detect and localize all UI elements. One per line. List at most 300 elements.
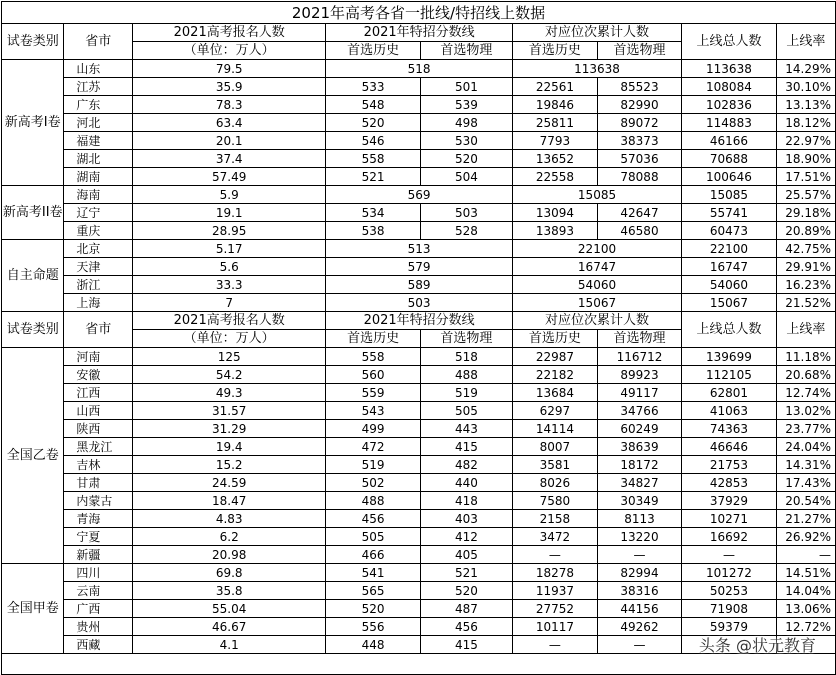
table-row — [2, 276, 836, 294]
header-rate: 上线率 — [776, 24, 835, 60]
rank-physics-cell: 44156 — [597, 600, 681, 618]
applicants-cell: 55.04 — [133, 600, 326, 618]
header-rank: 对应位次累计人数 — [512, 312, 681, 330]
province-cell: 北京 — [64, 240, 133, 258]
score-line-history-cell: 548 — [326, 96, 421, 114]
table-row — [2, 96, 836, 114]
applicants-cell: 6.2 — [133, 528, 326, 546]
rank-physics-cell: 60249 — [597, 420, 681, 438]
table-row — [2, 258, 836, 276]
table-row — [2, 510, 836, 528]
rate-cell: 42.75% — [776, 240, 835, 258]
table-row — [2, 114, 836, 132]
rank-physics-cell: — — [597, 636, 681, 654]
category-cell: 新高考II卷 — [2, 186, 64, 240]
rank-physics-cell: 57036 — [597, 150, 681, 168]
rate-cell: 16.23% — [776, 276, 835, 294]
table-row — [2, 132, 836, 150]
applicants-cell: 19.4 — [133, 438, 326, 456]
score-line-history-cell: 560 — [326, 366, 421, 384]
rank-physics-cell: 34766 — [597, 402, 681, 420]
rank-history-cell: 7793 — [512, 132, 597, 150]
rank-physics-cell: 8113 — [597, 510, 681, 528]
score-line-history-cell: 559 — [326, 384, 421, 402]
rank-history-cell: 10117 — [512, 618, 597, 636]
rank-history-cell: 2158 — [512, 510, 597, 528]
rate-cell: 12.72% — [776, 618, 835, 636]
rank-physics-cell: 49262 — [597, 618, 681, 636]
header-rate: 上线率 — [776, 312, 835, 348]
applicants-cell: 63.4 — [133, 114, 326, 132]
total-cell: 113638 — [682, 60, 777, 78]
table-row — [2, 528, 836, 546]
header-rank-history: 首选历史 — [512, 42, 597, 60]
score-line-physics-cell: 521 — [420, 564, 512, 582]
province-cell: 广东 — [64, 96, 133, 114]
province-cell: 河北 — [64, 114, 133, 132]
header-line-history: 首选历史 — [326, 330, 421, 348]
rank-physics-cell: 38373 — [597, 132, 681, 150]
applicants-cell: 4.83 — [133, 510, 326, 528]
province-cell: 湖南 — [64, 168, 133, 186]
applicants-cell: 4.1 — [133, 636, 326, 654]
table-row — [2, 168, 836, 186]
header-applicants-unit: （单位：万人） — [133, 42, 326, 60]
rank-cell: 15067 — [512, 294, 681, 312]
score-line-history-cell: 558 — [326, 348, 421, 366]
applicants-cell: 28.95 — [133, 222, 326, 240]
table-row — [2, 420, 836, 438]
applicants-cell: 7 — [133, 294, 326, 312]
total-cell: 16692 — [682, 528, 777, 546]
title-row — [2, 2, 836, 24]
rank-history-cell: 3472 — [512, 528, 597, 546]
header-line-physics: 首选物理 — [420, 330, 512, 348]
rate-cell: 13.06% — [776, 600, 835, 618]
score-line-physics-cell: 505 — [420, 402, 512, 420]
applicants-cell: 69.8 — [133, 564, 326, 582]
score-line-physics-cell: 504 — [420, 168, 512, 186]
rank-cell: 54060 — [512, 276, 681, 294]
table-row — [2, 438, 836, 456]
applicants-cell: 33.3 — [133, 276, 326, 294]
total-cell: 42853 — [682, 474, 777, 492]
table-row — [2, 204, 836, 222]
table-row — [2, 240, 836, 258]
rank-history-cell: 13893 — [512, 222, 597, 240]
table-row — [2, 348, 836, 366]
rate-cell: 25.57% — [776, 186, 835, 204]
watermark: 头条 @状元教育 — [698, 636, 816, 655]
province-cell: 陕西 — [64, 420, 133, 438]
rank-cell: 16747 — [512, 258, 681, 276]
applicants-cell: 20.1 — [133, 132, 326, 150]
total-cell: 55741 — [682, 204, 777, 222]
rank-physics-cell: 78088 — [597, 168, 681, 186]
score-line-history-cell: 543 — [326, 402, 421, 420]
score-table — [1, 1, 836, 675]
table-row — [2, 582, 836, 600]
score-line-physics-cell: 518 — [420, 348, 512, 366]
province-cell: 海南 — [64, 186, 133, 204]
province-cell: 宁夏 — [64, 528, 133, 546]
rank-cell: 22100 — [512, 240, 681, 258]
rank-history-cell: 14114 — [512, 420, 597, 438]
header-rank: 对应位次累计人数 — [512, 24, 681, 42]
total-cell: 101272 — [682, 564, 777, 582]
rank-history-cell: 19846 — [512, 96, 597, 114]
score-line-physics-cell: 501 — [420, 78, 512, 96]
total-cell: 46166 — [682, 132, 777, 150]
rate-cell: 13.13% — [776, 96, 835, 114]
rank-history-cell: — — [512, 546, 597, 564]
blank-cell — [2, 654, 836, 675]
blank-row — [2, 654, 836, 675]
score-line-physics-cell: 415 — [420, 438, 512, 456]
rate-cell: 12.74% — [776, 384, 835, 402]
header-total: 上线总人数 — [682, 24, 777, 60]
score-line-physics-cell: 539 — [420, 96, 512, 114]
rate-cell: 18.90% — [776, 150, 835, 168]
rate-cell: 29.91% — [776, 258, 835, 276]
header-rank-history: 首选历史 — [512, 330, 597, 348]
score-line-history-cell: 519 — [326, 456, 421, 474]
score-line-history-cell: 448 — [326, 636, 421, 654]
table-row — [2, 294, 836, 312]
header-row — [2, 24, 836, 42]
table-row — [2, 78, 836, 96]
header-rank-physics: 首选物理 — [597, 42, 681, 60]
total-cell: 139699 — [682, 348, 777, 366]
rank-history-cell: 18278 — [512, 564, 597, 582]
rank-history-cell: 7580 — [512, 492, 597, 510]
total-cell: 50253 — [682, 582, 777, 600]
province-cell: 湖北 — [64, 150, 133, 168]
rank-physics-cell: 49117 — [597, 384, 681, 402]
header-line-physics: 首选物理 — [420, 42, 512, 60]
rank-history-cell: 22182 — [512, 366, 597, 384]
table-row — [2, 474, 836, 492]
rank-history-cell: 27752 — [512, 600, 597, 618]
total-cell: 37929 — [682, 492, 777, 510]
rank-cell: 113638 — [512, 60, 681, 78]
rank-history-cell: 22561 — [512, 78, 597, 96]
applicants-cell: 46.67 — [133, 618, 326, 636]
category-cell: 全国甲卷 — [2, 564, 64, 654]
province-cell: 上海 — [64, 294, 133, 312]
applicants-cell: 20.98 — [133, 546, 326, 564]
header-applicants: 2021高考报名人数 — [133, 24, 326, 42]
table-title: 2021年高考各省一批线/特招线上数据 — [2, 2, 836, 24]
rate-cell: 21.27% — [776, 510, 835, 528]
applicants-cell: 19.1 — [133, 204, 326, 222]
score-line-history-cell: 466 — [326, 546, 421, 564]
applicants-cell: 125 — [133, 348, 326, 366]
total-cell: 102836 — [682, 96, 777, 114]
table-row — [2, 222, 836, 240]
province-cell: 福建 — [64, 132, 133, 150]
province-cell: 贵州 — [64, 618, 133, 636]
province-cell: 山西 — [64, 402, 133, 420]
applicants-cell: 49.3 — [133, 384, 326, 402]
total-cell: 16747 — [682, 258, 777, 276]
table-row — [2, 564, 836, 582]
province-cell: 辽宁 — [64, 204, 133, 222]
header-province: 省市 — [64, 24, 133, 60]
rate-cell: 30.10% — [776, 78, 835, 96]
rank-history-cell: 6297 — [512, 402, 597, 420]
rate-cell: 20.68% — [776, 366, 835, 384]
applicants-cell: 5.6 — [133, 258, 326, 276]
rate-cell: 11.18% — [776, 348, 835, 366]
score-line-physics-cell: 520 — [420, 582, 512, 600]
score-line-cell: 503 — [326, 294, 513, 312]
rank-physics-cell: 30349 — [597, 492, 681, 510]
rank-physics-cell: 38639 — [597, 438, 681, 456]
score-line-history-cell: 472 — [326, 438, 421, 456]
table-row — [2, 492, 836, 510]
rank-physics-cell: 85523 — [597, 78, 681, 96]
score-line-history-cell: 534 — [326, 204, 421, 222]
total-cell: 74363 — [682, 420, 777, 438]
applicants-cell: 15.2 — [133, 456, 326, 474]
rate-cell: 18.12% — [776, 114, 835, 132]
table-row — [2, 186, 836, 204]
score-line-cell: 513 — [326, 240, 513, 258]
total-cell: 59379 — [682, 618, 777, 636]
rank-history-cell: 22987 — [512, 348, 597, 366]
rank-physics-cell: 89923 — [597, 366, 681, 384]
applicants-cell: 5.9 — [133, 186, 326, 204]
score-line-physics-cell: 498 — [420, 114, 512, 132]
table-row — [2, 366, 836, 384]
applicants-cell: 79.5 — [133, 60, 326, 78]
province-cell: 安徽 — [64, 366, 133, 384]
province-cell: 黑龙江 — [64, 438, 133, 456]
table-row — [2, 456, 836, 474]
rate-cell: 17.51% — [776, 168, 835, 186]
rank-physics-cell: 46580 — [597, 222, 681, 240]
rate-cell: 14.51% — [776, 564, 835, 582]
total-cell: 54060 — [682, 276, 777, 294]
province-cell: 云南 — [64, 582, 133, 600]
province-cell: 浙江 — [64, 276, 133, 294]
rate-cell: 24.04% — [776, 438, 835, 456]
score-line-physics-cell: 403 — [420, 510, 512, 528]
header-province: 省市 — [64, 312, 133, 348]
rate-cell: 20.54% — [776, 492, 835, 510]
province-cell: 广西 — [64, 600, 133, 618]
rank-physics-cell: 13220 — [597, 528, 681, 546]
score-line-physics-cell: 482 — [420, 456, 512, 474]
province-cell: 内蒙古 — [64, 492, 133, 510]
province-cell: 江苏 — [64, 78, 133, 96]
rank-history-cell: 3581 — [512, 456, 597, 474]
rate-cell: 17.43% — [776, 474, 835, 492]
score-line-physics-cell: 443 — [420, 420, 512, 438]
applicants-cell: 35.8 — [133, 582, 326, 600]
total-cell: 21753 — [682, 456, 777, 474]
rate-cell: 22.97% — [776, 132, 835, 150]
score-line-cell: 579 — [326, 258, 513, 276]
category-cell: 新高考I卷 — [2, 60, 64, 186]
score-line-cell: 518 — [326, 60, 513, 78]
rate-cell: 21.52% — [776, 294, 835, 312]
province-cell: 西藏 — [64, 636, 133, 654]
header-total: 上线总人数 — [682, 312, 777, 348]
score-line-physics-cell: 412 — [420, 528, 512, 546]
rate-cell: 13.02% — [776, 402, 835, 420]
rate-cell: 14.04% — [776, 582, 835, 600]
province-cell: 青海 — [64, 510, 133, 528]
total-cell: 112105 — [682, 366, 777, 384]
rank-cell: 15085 — [512, 186, 681, 204]
applicants-cell: 35.9 — [133, 78, 326, 96]
total-cell: 71908 — [682, 600, 777, 618]
rank-history-cell: 13652 — [512, 150, 597, 168]
applicants-cell: 5.17 — [133, 240, 326, 258]
total-cell: 70688 — [682, 150, 777, 168]
score-line-history-cell: 556 — [326, 618, 421, 636]
province-cell: 新疆 — [64, 546, 133, 564]
province-cell: 江西 — [64, 384, 133, 402]
score-line-physics-cell: 456 — [420, 618, 512, 636]
score-line-history-cell: 546 — [326, 132, 421, 150]
table-row — [2, 600, 836, 618]
score-line-history-cell: 505 — [326, 528, 421, 546]
score-line-physics-cell: 418 — [420, 492, 512, 510]
applicants-cell: 31.57 — [133, 402, 326, 420]
table-row — [2, 402, 836, 420]
score-line-history-cell: 520 — [326, 114, 421, 132]
rate-cell: — — [776, 546, 835, 564]
score-line-history-cell: 538 — [326, 222, 421, 240]
rank-physics-cell: 89072 — [597, 114, 681, 132]
rate-cell: 26.92% — [776, 528, 835, 546]
header-applicants: 2021高考报名人数 — [133, 312, 326, 330]
rank-history-cell: 8026 — [512, 474, 597, 492]
score-line-physics-cell: 415 — [420, 636, 512, 654]
applicants-cell: 37.4 — [133, 150, 326, 168]
table-row — [2, 384, 836, 402]
rank-physics-cell: 82994 — [597, 564, 681, 582]
score-line-history-cell: 520 — [326, 600, 421, 618]
header-score-line: 2021年特招分数线 — [326, 312, 513, 330]
header-applicants-unit: （单位：万人） — [133, 330, 326, 348]
header-category: 试卷类别 — [2, 24, 64, 60]
score-line-history-cell: 558 — [326, 150, 421, 168]
total-cell: — — [682, 546, 777, 564]
total-cell: 22100 — [682, 240, 777, 258]
applicants-cell: 18.47 — [133, 492, 326, 510]
score-line-physics-cell: 488 — [420, 366, 512, 384]
applicants-cell: 54.2 — [133, 366, 326, 384]
province-cell: 吉林 — [64, 456, 133, 474]
rank-history-cell: 22558 — [512, 168, 597, 186]
province-cell: 河南 — [64, 348, 133, 366]
score-line-history-cell: 488 — [326, 492, 421, 510]
rank-physics-cell: 18172 — [597, 456, 681, 474]
rank-physics-cell: — — [597, 546, 681, 564]
table-row — [2, 60, 836, 78]
province-cell: 四川 — [64, 564, 133, 582]
header-line-history: 首选历史 — [326, 42, 421, 60]
rate-cell: 29.18% — [776, 204, 835, 222]
header-rank-physics: 首选物理 — [597, 330, 681, 348]
rank-physics-cell: 38316 — [597, 582, 681, 600]
score-line-physics-cell: 519 — [420, 384, 512, 402]
applicants-cell: 24.59 — [133, 474, 326, 492]
province-cell: 重庆 — [64, 222, 133, 240]
score-line-physics-cell: 487 — [420, 600, 512, 618]
category-cell: 自主命题 — [2, 240, 64, 312]
table-row — [2, 150, 836, 168]
rate-cell: 14.31% — [776, 456, 835, 474]
header-row — [2, 312, 836, 330]
score-line-history-cell: 533 — [326, 78, 421, 96]
score-line-cell: 569 — [326, 186, 513, 204]
rank-history-cell: 13684 — [512, 384, 597, 402]
total-cell: 114883 — [682, 114, 777, 132]
applicants-cell: 78.3 — [133, 96, 326, 114]
rank-history-cell: 8007 — [512, 438, 597, 456]
score-line-history-cell: 499 — [326, 420, 421, 438]
total-cell: 15067 — [682, 294, 777, 312]
table-row — [2, 546, 836, 564]
score-line-physics-cell: 520 — [420, 150, 512, 168]
score-line-physics-cell: 528 — [420, 222, 512, 240]
province-cell: 天津 — [64, 258, 133, 276]
province-cell: 甘肃 — [64, 474, 133, 492]
score-line-history-cell: 521 — [326, 168, 421, 186]
score-line-history-cell: 456 — [326, 510, 421, 528]
total-cell: 60473 — [682, 222, 777, 240]
score-line-history-cell: 541 — [326, 564, 421, 582]
category-cell: 全国乙卷 — [2, 348, 64, 564]
applicants-cell: 57.49 — [133, 168, 326, 186]
score-line-cell: 589 — [326, 276, 513, 294]
rank-history-cell: 11937 — [512, 582, 597, 600]
score-line-physics-cell: 440 — [420, 474, 512, 492]
rank-physics-cell: 82990 — [597, 96, 681, 114]
rank-history-cell: 13094 — [512, 204, 597, 222]
applicants-cell: 31.29 — [133, 420, 326, 438]
total-cell: 15085 — [682, 186, 777, 204]
rank-history-cell: — — [512, 636, 597, 654]
total-cell: 62801 — [682, 384, 777, 402]
total-cell: 46646 — [682, 438, 777, 456]
rank-physics-cell: 42647 — [597, 204, 681, 222]
rate-cell: 23.77% — [776, 420, 835, 438]
total-cell: 108084 — [682, 78, 777, 96]
score-line-physics-cell: 503 — [420, 204, 512, 222]
rank-physics-cell: 34827 — [597, 474, 681, 492]
rate-cell: 14.29% — [776, 60, 835, 78]
total-cell: 100646 — [682, 168, 777, 186]
rank-history-cell: 25811 — [512, 114, 597, 132]
total-cell: 41063 — [682, 402, 777, 420]
header-category: 试卷类别 — [2, 312, 64, 348]
score-line-history-cell: 502 — [326, 474, 421, 492]
score-line-physics-cell: 405 — [420, 546, 512, 564]
score-line-physics-cell: 530 — [420, 132, 512, 150]
score-line-history-cell: 565 — [326, 582, 421, 600]
header-score-line: 2021年特招分数线 — [326, 24, 513, 42]
rate-cell: 20.89% — [776, 222, 835, 240]
total-cell: 10271 — [682, 510, 777, 528]
province-cell: 山东 — [64, 60, 133, 78]
rank-physics-cell: 116712 — [597, 348, 681, 366]
